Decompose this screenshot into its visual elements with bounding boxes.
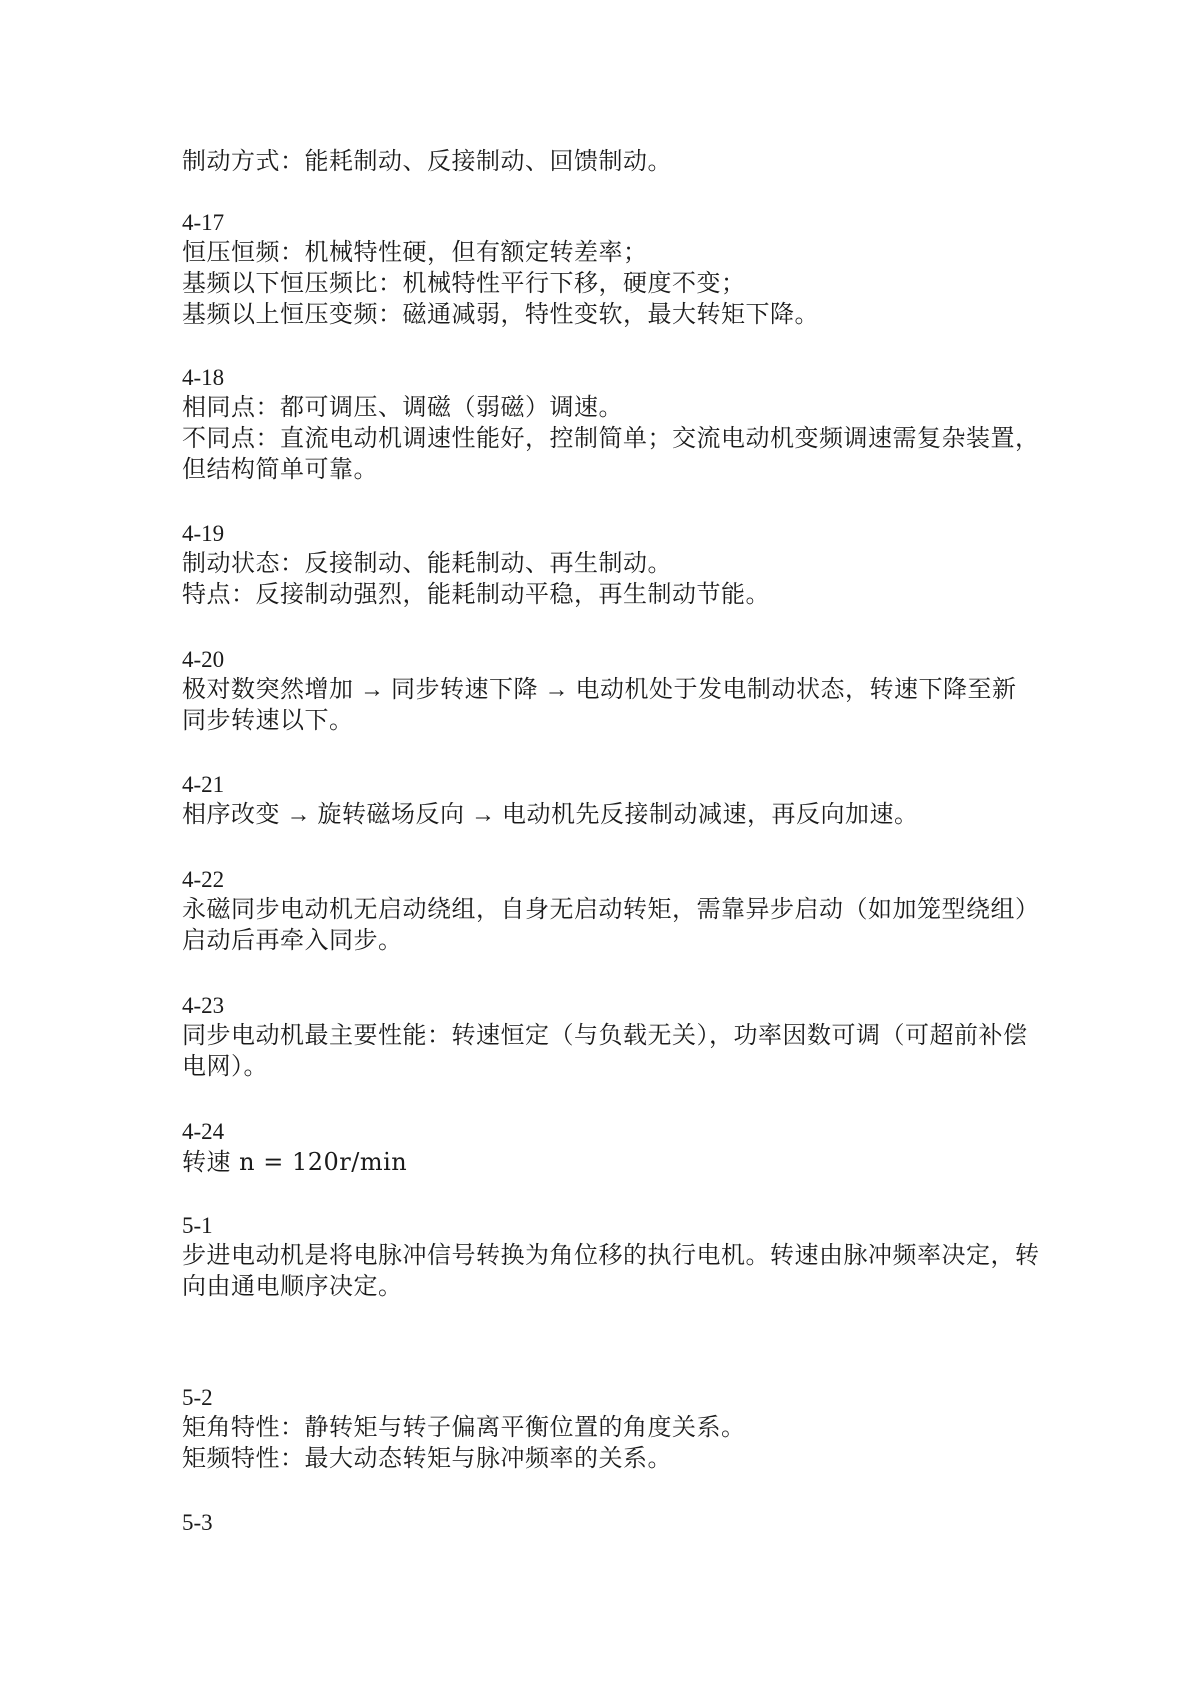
section-heading-4-18: 4-18 <box>182 365 225 390</box>
section-4-20-line-2: 同步转速以下。 <box>182 708 354 734</box>
section-heading-5-2: 5-2 <box>182 1385 213 1410</box>
intro-paragraph: 制动方式：能耗制动、反接制动、回馈制动。 <box>182 149 672 175</box>
section-heading-4-23: 4-23 <box>182 993 225 1018</box>
section-heading-4-19: 4-19 <box>182 521 225 546</box>
section-4-21-line-1: 相序改变 → 旋转磁场反向 → 电动机先反接制动减速，再反向加速。 <box>182 802 919 828</box>
section-4-22-line-2: 启动后再牵入同步。 <box>182 928 403 954</box>
section-4-23-line-1: 同步电动机最主要性能：转速恒定（与负载无关），功率因数可调（可超前补偿 <box>182 1023 1028 1049</box>
section-4-22-line-1: 永磁同步电动机无启动绕组，自身无启动转矩，需靠异步启动（如加笼型绕组） <box>182 897 1040 923</box>
section-4-18-line-1: 相同点：都可调压、调磁（弱磁）调速。 <box>182 395 623 421</box>
section-4-18-line-3: 但结构简单可靠。 <box>182 457 378 483</box>
section-5-2-line-1: 矩角特性：静转矩与转子偏离平衡位置的角度关系。 <box>182 1415 746 1441</box>
section-heading-4-24: 4-24 <box>182 1119 225 1144</box>
section-heading-4-20: 4-20 <box>182 647 225 672</box>
section-4-17-line-2: 基频以下恒压频比：机械特性平行下移，硬度不变； <box>182 271 746 297</box>
section-heading-4-22: 4-22 <box>182 867 225 892</box>
section-4-19-line-1: 制动状态：反接制动、能耗制动、再生制动。 <box>182 551 672 577</box>
section-4-18-line-2: 不同点：直流电动机调速性能好，控制简单；交流电动机变频调速需复杂装置， <box>182 426 1040 452</box>
section-heading-4-17: 4-17 <box>182 210 225 235</box>
section-4-23-line-2: 电网）。 <box>182 1054 268 1080</box>
section-4-24-formula: 转速 n = 120r/min <box>182 1148 408 1176</box>
section-5-1-line-2: 向由通电顺序决定。 <box>182 1274 403 1300</box>
section-5-1-line-1: 步进电动机是将电脉冲信号转换为角位移的执行电机。转速由脉冲频率决定，转 <box>182 1243 1040 1269</box>
section-4-17-line-3: 基频以上恒压变频：磁通减弱，特性变软，最大转矩下降。 <box>182 302 819 328</box>
section-4-20-line-1: 极对数突然增加 → 同步转速下降 → 电动机处于发电制动状态，转速下降至新 <box>182 677 1017 703</box>
section-4-19-line-2: 特点：反接制动强烈，能耗制动平稳，再生制动节能。 <box>182 582 770 608</box>
section-heading-4-21: 4-21 <box>182 772 225 797</box>
section-5-2-line-2: 矩频特性：最大动态转矩与脉冲频率的关系。 <box>182 1446 672 1472</box>
section-heading-5-1: 5-1 <box>182 1213 213 1238</box>
section-4-17-line-1: 恒压恒频：机械特性硬，但有额定转差率； <box>182 240 648 266</box>
section-heading-5-3: 5-3 <box>182 1510 213 1535</box>
